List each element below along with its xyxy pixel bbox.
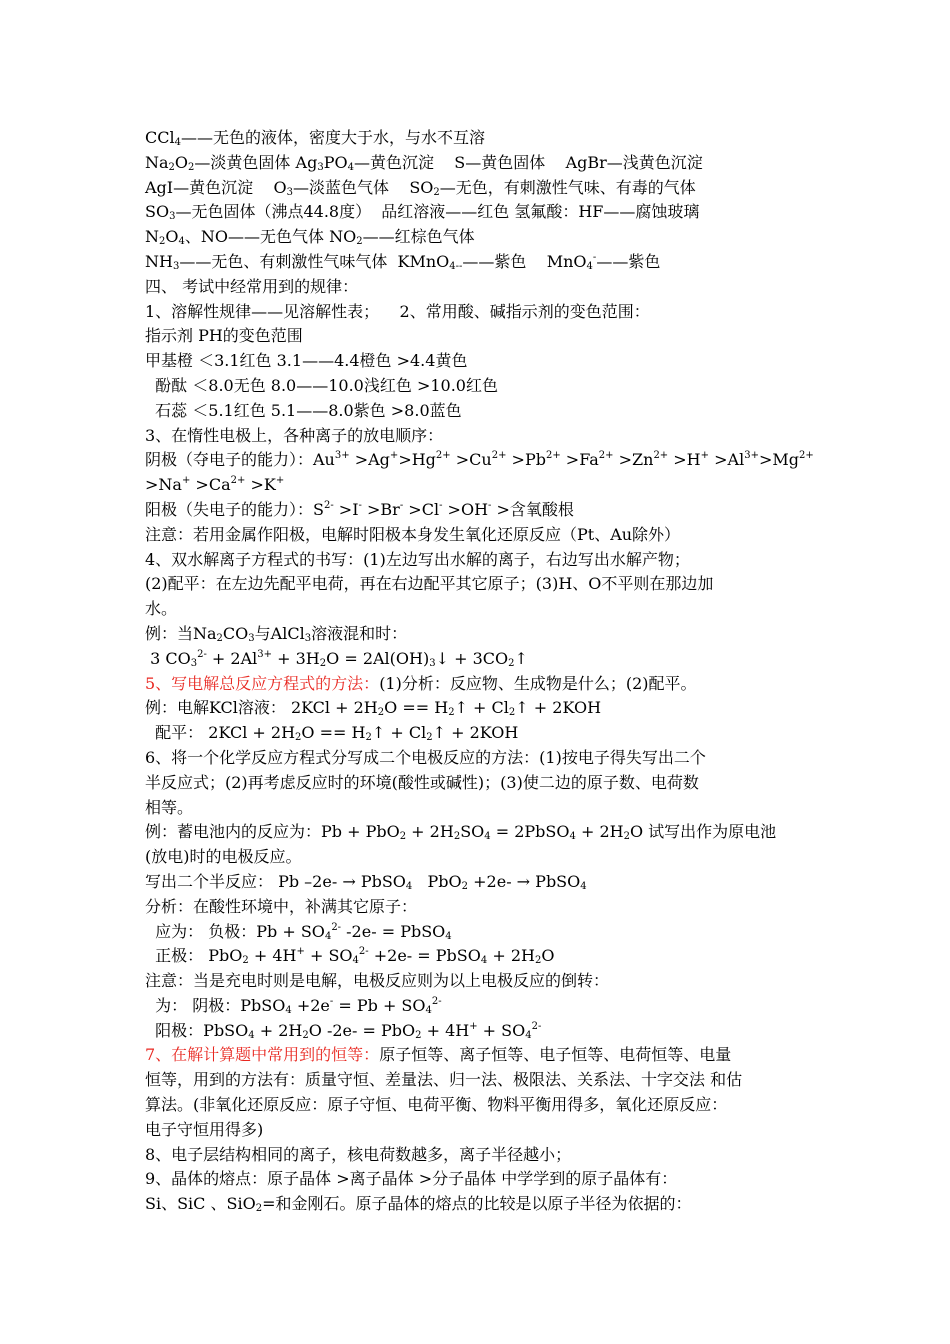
text-line: 四、 考试中经常用到的规律： — [145, 276, 359, 296]
text-line: 9、晶体的熔点：原子晶体 >离子晶体 >分子晶体 中学学到的原子晶体有： — [145, 1169, 678, 1189]
text-line: AgI—黄色沉淀 $O_3—$淡蓝色气体 $SO_2—$无色，有刺激性气味、有毒的气体 — [145, 177, 696, 198]
text-line: 7、在解计算题中常用到的恒等：原子恒等、离子恒等、电子恒等、电荷恒等、电量 — [145, 1045, 732, 1065]
text-line: 电子守恒用得多) — [145, 1119, 264, 1139]
text-line: 3 $CO_3^{2-} + 2Al^{3+} + 3H_2O$ = $2Al(OH)_3↓$ + $3CO_2↑$ — [145, 648, 528, 669]
text-line: (放电)时的电极反应。 — [145, 847, 302, 867]
text-line: 石蕊 ＜5.1红色 5.1——8.0紫色 >8.0蓝色 — [145, 400, 462, 420]
text-line: 阳极：PbSO$_4$ + $2H_2O$ $-2e- = PbO_2 + 4H^+ + SO_4^{2-}$ — [145, 1020, 542, 1041]
text-line: 5、写电解总反应方程式的方法：(1)分析：反应物、生成物是什么；(2)配平。 — [145, 673, 697, 693]
text-line: $N_2O_4$、NO——无色气体 $NO_2——$红棕色气体 — [145, 227, 475, 248]
text-line: 注意：若用金属作阳极，电解时阳极本身发生氧化还原反应（Pt、Au除外） — [145, 524, 681, 544]
text-line: 甲基橙 ＜3.1红色 3.1——4.4橙色 >4.4黄色 — [145, 351, 468, 371]
text-line: 阳极（失电子的能力）：$S^{2-} >I^- >Br^- >Cl^- >OH^-$ >含氧酸根 — [145, 499, 574, 519]
text-line: 例：电解KCl溶液： $2KCl + 2H_2O$ == $H_2↑$ + $Cl_2↑ + 2KOH$ — [145, 698, 602, 719]
text-line: 恒等，用到的方法有：质量守恒、差量法、归一法、极限法、关系法、十字交法 和估 — [145, 1070, 743, 1090]
text-line: 相等。 — [145, 797, 194, 817]
text-line: (2)配平：在左边先配平电荷，再在右边配平其它原子；(3)H、O不平则在那边加 — [145, 574, 714, 594]
text-line: 水。 — [145, 599, 178, 619]
text-line: 4、双水解离子方程式的书写：(1)左边写出水解的离子，右边写出水解产物； — [145, 549, 690, 569]
text-line: 分析：在酸性环境中，补满其它原子： — [145, 896, 418, 916]
text-line: 8、电子层结构相同的离子，核电荷数越多，离子半径越小； — [145, 1144, 572, 1164]
text-line: 6、将一个化学反应方程式分写成二个电极反应的方法：(1)按电子得失写出二个 — [145, 747, 706, 767]
text-line: 酚酞 ＜8.0无色 8.0——10.0浅红色 >10.0红色 — [145, 375, 498, 395]
text-line: 半反应式；(2)再考虑反应时的环境(酸性或碱性)；(3)使二边的原子数、电荷数 — [145, 772, 699, 792]
text-line: CCl$_4$——无色的液体，密度大于水，与水不互溶 — [145, 128, 485, 148]
text-line: 3、在惰性电极上，各种离子的放电顺序： — [145, 425, 444, 445]
text-line: Si、SiC 、SiO$_2$=和金刚石。原子晶体的熔点的比较是以原子半径为依据的： — [145, 1194, 692, 1215]
text-line: 指示剂 PH的变色范围 — [145, 326, 303, 346]
text-line: 正极： $PbO_2 + 4H^+ + SO_4^{2-} +2e-$ = PbSO$_4$ + $2H_2O$ — [145, 946, 555, 967]
text-line: 1、溶解性规律——见溶解性表； 2、常用酸、碱指示剂的变色范围： — [145, 301, 650, 321]
text-line: $SO_3—$无色固体（沸点44.8度） 品红溶液——红色 氢氟酸：HF——腐蚀玻璃 — [145, 202, 700, 223]
document-page — [145, 126, 815, 1217]
text-line: $Na_2O_2—$淡黄色固体 $Ag_3PO_4—$黄色沉淀 S—黄色固体 AgBr—浅黄色沉淀 — [145, 152, 703, 173]
text-line: $>Na^+ >Ca^{2+} >K^+$ — [145, 475, 285, 495]
text-line: 例：蓄电池内的反应为：$Pb + PbO_2 + 2H_2SO_4$ = 2PbSO$_4$ + $2H_2O$ 试写出作为原电池 — [145, 822, 777, 843]
text-line: 算法。(非氧化还原反应：原子守恒、电荷平衡、物料平衡用得多，氧化还原反应： — [145, 1095, 728, 1115]
text-line: 阴极（夺电子的能力）：$Au^{3+} >Ag^+>Hg^{2+} >Cu^{2+} >Pb^{2+} >Fa^{2+} >Zn^{2+} >H^+ >Al^{3+}>Mg^{2+}$ — [145, 450, 814, 470]
text-line: 写出二个半反应： Pb –2e- → PbSO$_4$ PbO$_2$ +2e- → PbSO$_4$ — [145, 871, 587, 892]
text-line: 为： 阴极：PbSO$_4$ $+2e^- = Pb + SO_4^{2-}$ — [145, 995, 442, 1016]
text-line: 配平： $2KCl + 2H_2O$ == $H_2↑$ + $Cl_2↑ + 2KOH$ — [145, 723, 519, 744]
text-line: 注意：当是充电时则是电解，电极反应则为以上电极反应的倒转： — [145, 971, 610, 991]
text-line: 例：当$Na_2CO_3$与AlCl$_3$溶液混和时： — [145, 623, 408, 644]
text-line: $NH_3——$无色、有刺激性气味气体 KMnO$_{4--}$——紫色 MnO$_4$-——紫色 — [145, 251, 661, 272]
text-line: 应为： 负极：$Pb + SO_4^{2-}$ -2e- = PbSO$_4$ — [145, 921, 452, 942]
